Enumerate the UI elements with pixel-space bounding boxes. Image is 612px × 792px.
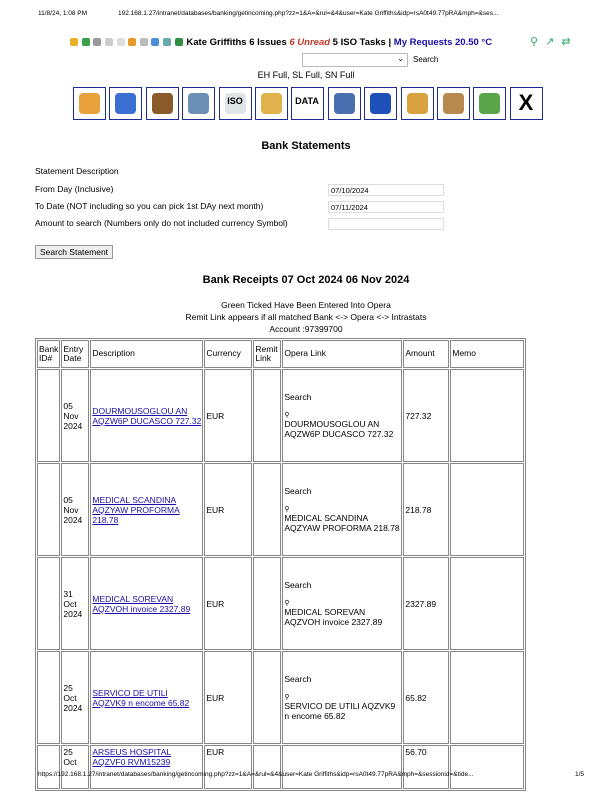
receipts-title: Bank Receipts 07 Oct 2024 06 Nov 2024	[202, 274, 410, 286]
toolbar-iso-button[interactable]	[219, 87, 252, 120]
issues-count[interactable]: 6 Issues	[249, 37, 287, 48]
memo-cell[interactable]	[450, 369, 524, 462]
settings-icon	[334, 93, 355, 114]
amount-cell: 56.70	[403, 745, 449, 789]
chart-small-icon[interactable]	[163, 38, 171, 46]
entry-date-cell: 25 Oct	[61, 745, 89, 789]
opera-search-label: Search	[284, 580, 312, 590]
user-name: Kate Griffiths	[186, 37, 247, 48]
magnify-icon[interactable]: ⚲	[284, 412, 290, 419]
refresh-icon	[370, 93, 391, 114]
toolbar-box-button[interactable]	[437, 87, 470, 120]
globe-icon[interactable]	[82, 38, 90, 46]
unread-count[interactable]: 6 Unread	[289, 37, 331, 48]
entry-date-cell: 31 Oct 2024	[61, 557, 89, 650]
opera-data-label: DATA	[295, 96, 319, 106]
col-description: Description	[90, 340, 203, 368]
opera-link-cell	[282, 651, 402, 744]
remit-link-cell	[253, 463, 281, 556]
opera-search-label: Search	[284, 392, 312, 402]
remit-link-cell	[253, 557, 281, 650]
toolbar-opera-button[interactable]	[291, 87, 324, 120]
magnify-icon[interactable]: ⚲	[284, 694, 290, 701]
description-link[interactable]: SERVICO DE UTILI AQZVK9 n encome 65.82	[92, 687, 190, 708]
toolbar-settings-button[interactable]	[328, 87, 361, 120]
table-row	[37, 463, 524, 556]
status-bar	[70, 37, 492, 48]
status-line: EH Full, SL Full, SN Full	[257, 70, 355, 80]
amount-label: Amount to search (Numbers only do not included currency Symbol)	[35, 218, 288, 228]
table-row	[37, 369, 524, 462]
description-cell	[90, 557, 203, 650]
col-currency: Currency	[204, 340, 252, 368]
to-date-field[interactable]: 07/11/2024	[328, 201, 444, 213]
table-header-row	[37, 340, 524, 368]
col-entry-date: Entry Date	[61, 340, 89, 368]
description-link[interactable]: MEDICAL SCANDINA AQZYAW PROFORMA 218.78	[92, 494, 180, 525]
opera-link-cell	[282, 463, 402, 556]
chat-icon[interactable]	[151, 38, 159, 46]
pencil-icon	[261, 93, 282, 114]
users-icon	[188, 93, 209, 114]
toolbar-edit-button[interactable]	[255, 87, 288, 120]
magnify-icon[interactable]: ⚲	[284, 600, 290, 607]
entry-date-cell: 25 Oct 2024	[61, 651, 89, 744]
help-icon[interactable]	[128, 38, 136, 46]
opera-search-text: MEDICAL SCANDINA AQZYAW PROFORMA 218.78	[284, 513, 400, 533]
currency-cell: EUR	[204, 745, 252, 789]
description-label: Statement Description	[35, 166, 119, 176]
gear-icon[interactable]	[93, 38, 101, 46]
description-cell	[90, 369, 203, 462]
table-row	[37, 651, 524, 744]
window-icon[interactable]	[117, 38, 125, 46]
user-icon[interactable]	[175, 38, 183, 46]
receipts-table	[35, 338, 526, 791]
home-icon	[79, 93, 100, 114]
opera-search-text: SERVICO DE UTILI AQZVK9 n encome 65.82	[284, 701, 396, 721]
amount-cell: 65.82	[403, 651, 449, 744]
table-row	[37, 745, 524, 789]
phone-icon	[115, 93, 136, 114]
bank-id-cell	[37, 745, 60, 789]
entry-date-cell: 05 Nov 2024	[61, 463, 89, 556]
toolbar-cashier-button[interactable]	[146, 87, 179, 120]
remit-link-cell	[253, 369, 281, 462]
entry-date-cell: 05 Nov 2024	[61, 369, 89, 462]
cashier-icon	[152, 93, 173, 114]
description-cell	[90, 651, 203, 744]
toolbar-phone-button[interactable]	[109, 87, 142, 120]
opera-link-cell	[282, 557, 402, 650]
bank-id-cell	[37, 651, 60, 744]
chevron-down-icon: ⌄	[397, 54, 404, 63]
amount-cell: 2327.89	[403, 557, 449, 650]
opera-search-text: MEDICAL SOREVAN AQZVOH invoice 2327.89	[284, 607, 383, 627]
amount-cell: 727.32	[403, 369, 449, 462]
account-number: Account :97399700	[269, 324, 343, 334]
col-bank-id: Bank ID#	[37, 340, 60, 368]
search-select[interactable]	[302, 53, 408, 67]
box-icon	[443, 93, 464, 114]
toolbar-chart-button[interactable]	[401, 87, 434, 120]
amount-cell: 218.78	[403, 463, 449, 556]
swap-icon[interactable]: ⇄	[561, 36, 571, 48]
col-opera-link: Opera Link	[282, 340, 402, 368]
opera-search-label: Search	[284, 486, 312, 496]
receipts-note-1: Green Ticked Have Been Entered Into Opera	[221, 300, 391, 310]
col-memo: Memo	[450, 340, 524, 368]
opera-link-cell	[282, 369, 402, 462]
col-remit-link: Remit Link	[253, 340, 281, 368]
footer-url: https://192.168.1.27/intranet/databases/banking/getincoming.php?zz=1&A=&rul=&4&user=Kate Griffiths&idp=rsA0t49.77pRA&mph=&sessionid=&tide...	[38, 771, 474, 778]
currency-cell: EUR	[204, 463, 252, 556]
bank-id-cell	[37, 463, 60, 556]
memo-cell[interactable]	[450, 557, 524, 650]
to-label: To Date (NOT including so you can pick 1st DAy next month)	[35, 201, 264, 211]
magnify-icon[interactable]: ⚲	[530, 36, 539, 48]
top-tools	[530, 35, 575, 48]
currency-cell: EUR	[204, 557, 252, 650]
star-icon[interactable]	[70, 38, 78, 46]
page-title: Bank Statements	[261, 140, 351, 152]
print-datetime: 11/8/24, 1:08 PM	[38, 10, 88, 17]
currency-cell: EUR	[204, 651, 252, 744]
book-icon	[479, 93, 500, 114]
close-label: X	[518, 90, 534, 115]
toolbar-users-button[interactable]	[182, 87, 215, 120]
external-link-icon[interactable]: ↗	[545, 36, 555, 48]
amount-field[interactable]	[328, 218, 444, 230]
toolbar-close-button[interactable]	[510, 87, 543, 120]
table-row	[37, 557, 524, 650]
memo-cell[interactable]	[450, 651, 524, 744]
receipts-note-2: Remit Link appears if all matched Bank <-> Opera <-> Intrastats	[185, 312, 427, 322]
page-number: 1/5	[575, 771, 585, 778]
description-link[interactable]: DOURMOUSOGLOU AN AQZW6P DUCASCO 727.32	[92, 405, 202, 426]
opera-search-text: DOURMOUSOGLOU AN AQZW6P DUCASCO 727.32	[284, 419, 394, 439]
description-link[interactable]: ARSEUS HOSPITAL AQZVF0 RVM15239	[92, 747, 172, 767]
my-requests-link[interactable]: My Requests 20.50 °C	[393, 37, 493, 48]
magnify-icon[interactable]: ⚲	[284, 506, 290, 513]
opera-search-label: Search	[284, 674, 312, 684]
description-cell	[90, 463, 203, 556]
description-link[interactable]: MEDICAL SOREVAN AQZVOH invoice 2327.89	[92, 593, 191, 614]
currency-cell: EUR	[204, 369, 252, 462]
memo-cell[interactable]	[450, 745, 524, 789]
search-statement-button[interactable]: Search Statement	[35, 245, 113, 259]
toolbar-book-button[interactable]	[473, 87, 506, 120]
chart-icon	[407, 93, 428, 114]
remit-link-cell	[253, 745, 281, 789]
bank-id-cell	[37, 557, 60, 650]
iso-tasks[interactable]: 5 ISO Tasks |	[332, 37, 392, 48]
search-button[interactable]: Search	[413, 55, 439, 64]
toolbar-home-button[interactable]	[73, 87, 106, 120]
description-cell	[90, 745, 203, 789]
opera-link-cell	[282, 745, 402, 789]
memo-cell[interactable]	[450, 463, 524, 556]
remit-link-cell	[253, 651, 281, 744]
toolbar-refresh-button[interactable]	[364, 87, 397, 120]
link-icon[interactable]	[140, 38, 148, 46]
col-amount: Amount	[403, 340, 449, 368]
print-url: 192.168.1.27/intranet/databases/banking/getincoming.php?zz=1&A=&rul=&4&user=Kate Griffiths&idp=rsA0t49.77pRA&mph=&ses...	[118, 10, 499, 17]
document-icon[interactable]	[105, 38, 113, 46]
from-label: From Day (Inclusive)	[35, 184, 114, 194]
iso-label: ISO	[227, 96, 243, 106]
bank-id-cell	[37, 369, 60, 462]
from-date-field[interactable]: 07/10/2024	[328, 184, 444, 196]
